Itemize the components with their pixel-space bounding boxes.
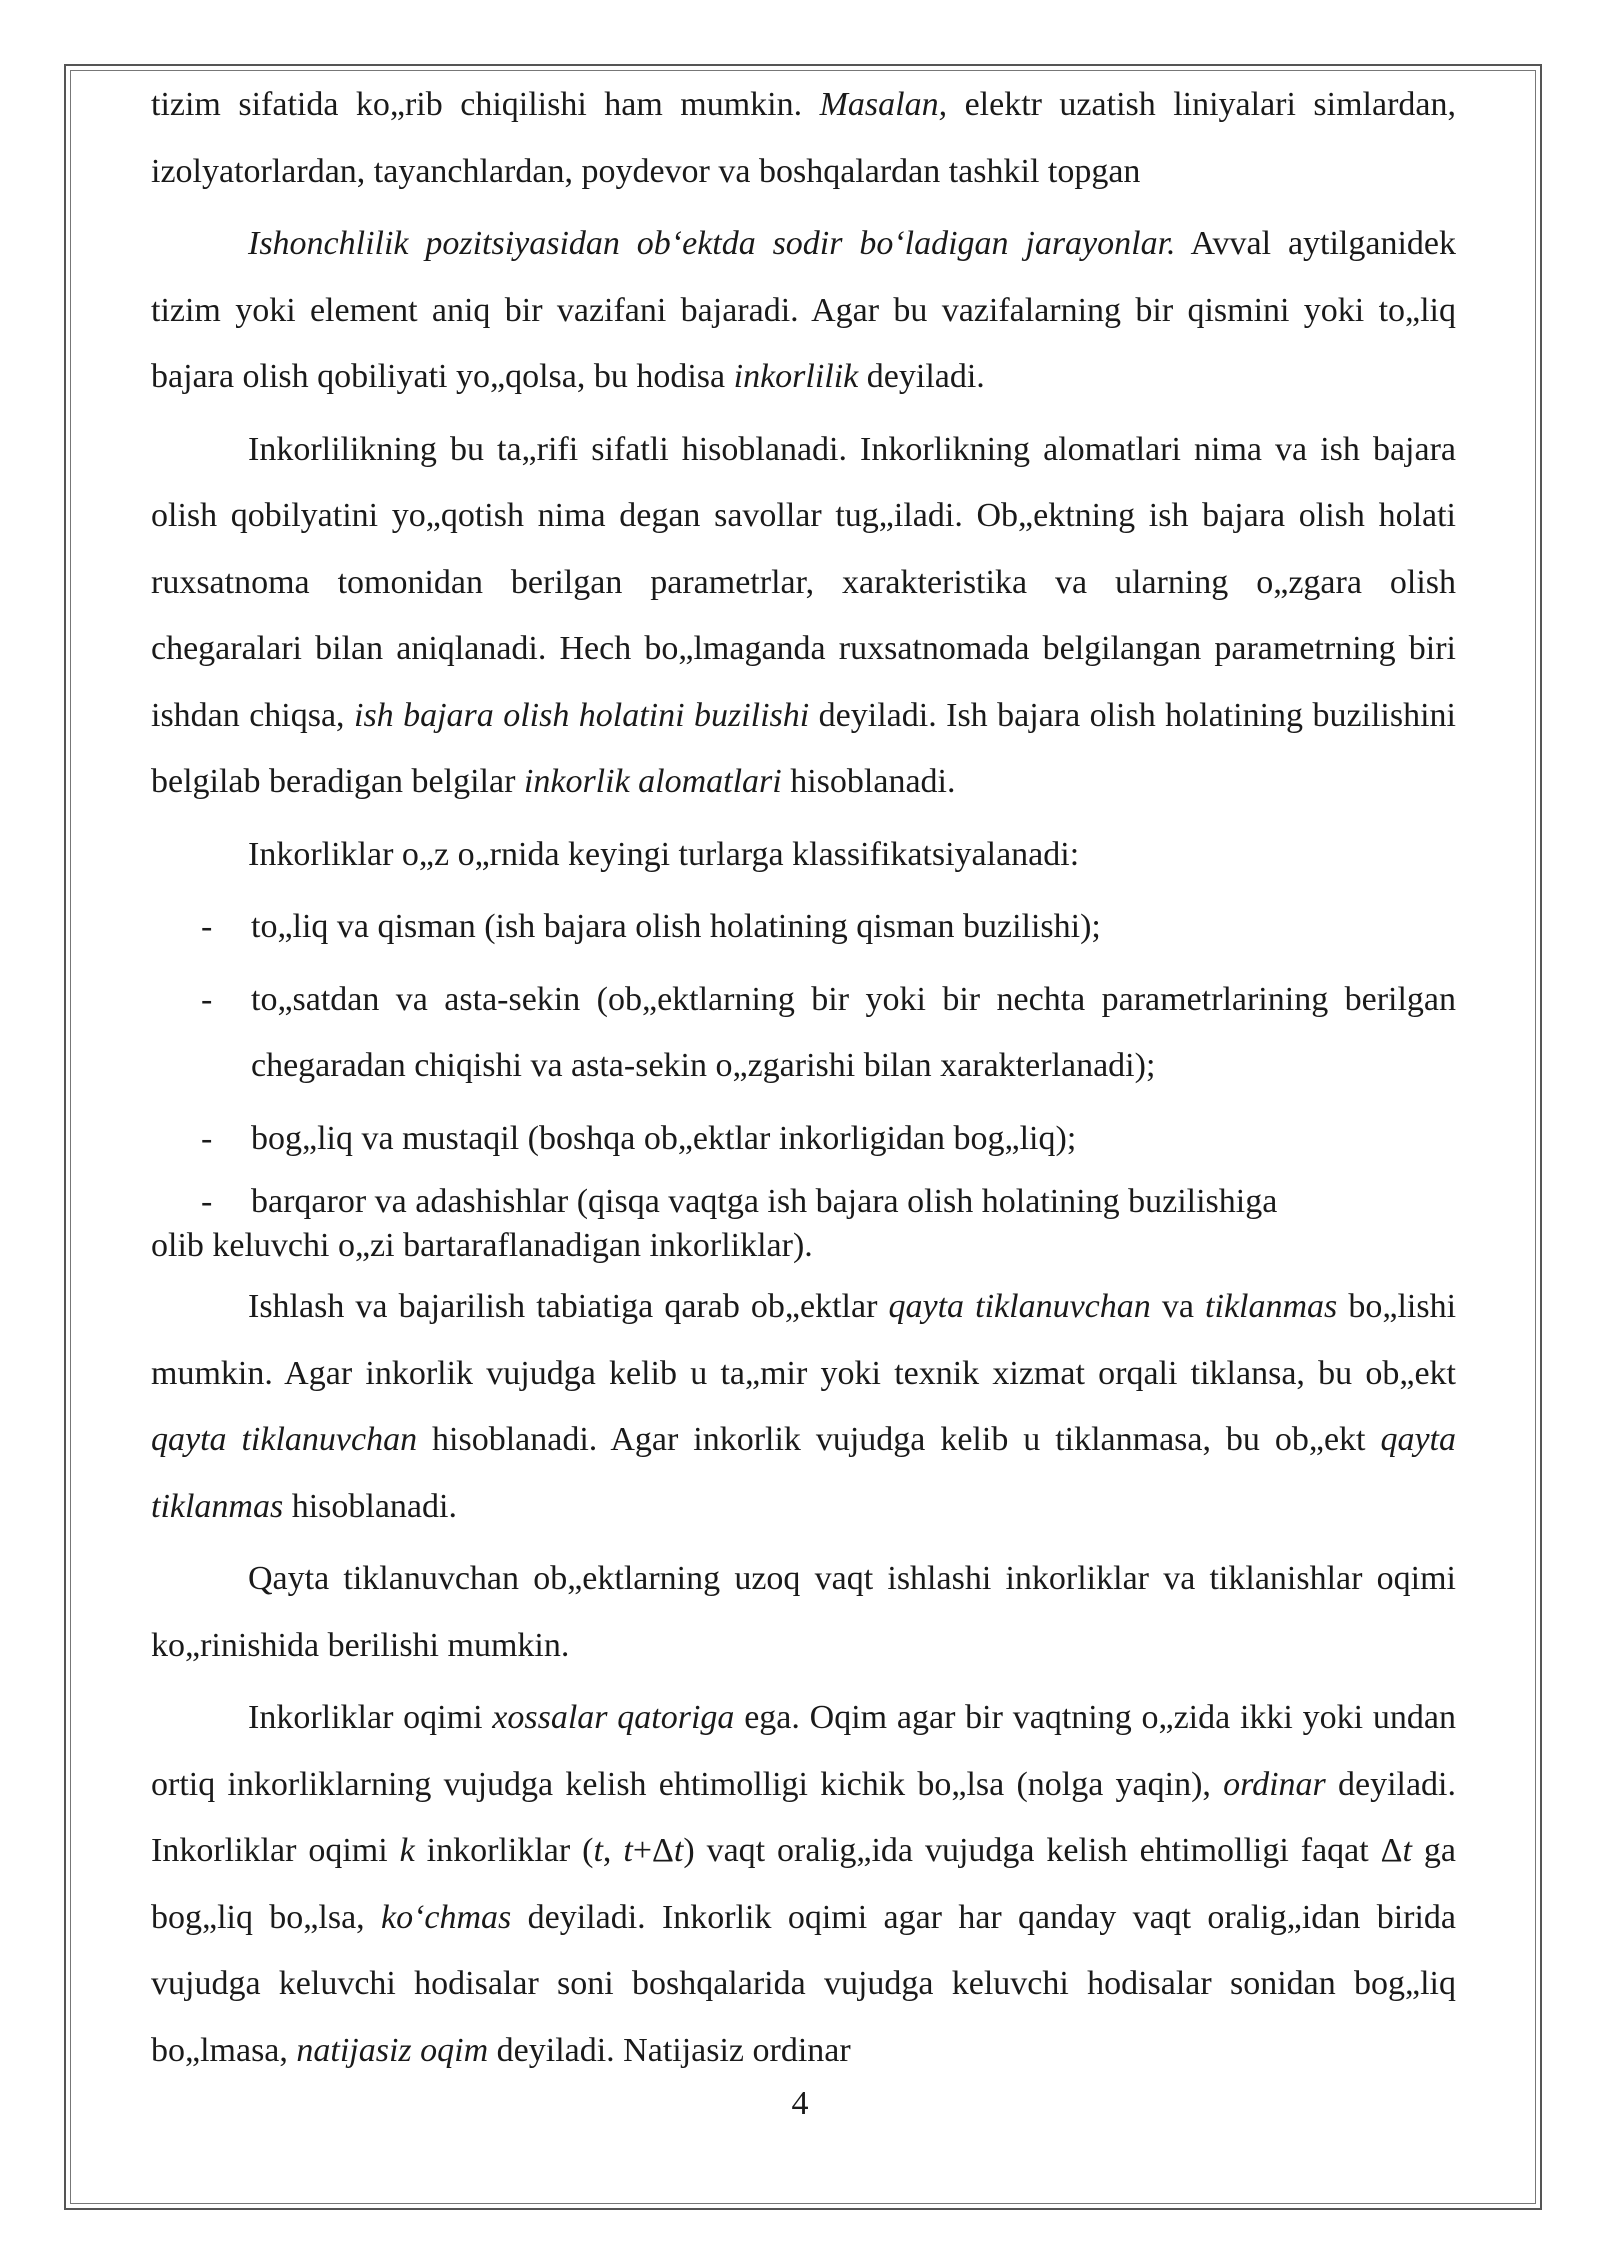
- list-item: [201, 1106, 1456, 1173]
- text-segment: +Δ: [632, 1832, 674, 1869]
- text-segment: ) vaqt oralig„ida vujudga kelish ehtimolligi faqat Δ: [683, 1832, 1403, 1869]
- italic-text: t: [593, 1832, 603, 1869]
- text-segment: Inkorlilikning bu ta„rifi sifatli hisoblanadi. Inkorlikning alomatlari nima va ish bajara olish qobilyatini yo„qotish nima degan savollar tug„iladi. Ob„ektning ish bajara olish holati ruxsatnoma tomonidan berilgan parametrlar, xarakteristika va ularning o„zgara olish chegaralari bilan aniqlanadi. Hech bo„lmaganda ruxsatnomada belgilangan parametrning biri ishdan chiqsa,: [151, 430, 1456, 734]
- text-segment: hisoblanadi.: [283, 1487, 457, 1525]
- italic-text: ish bajara olish holatini buzilishi: [354, 696, 810, 734]
- italic-text: ordinar: [1223, 1765, 1326, 1803]
- italic-text: qayta tiklanuvchan: [151, 1421, 418, 1458]
- page-number: 4: [791, 2085, 809, 2122]
- page-body: [151, 72, 1456, 2090]
- text-segment: Avval aytilganidek tizim yoki element aniq bir vazifani bajaradi. Agar bu vazifalarning bir qismini yoki to„liq bajara olish qobiliyati yo„qolsa, bu hodisa: [151, 225, 1456, 395]
- text-segment: hisoblanadi.: [781, 763, 956, 800]
- text-segment: elektr uzatish liniyalari simlardan, izolyatorlardan, tayanchlardan, poydevor va boshqalardan tashkil topgan: [151, 86, 1456, 190]
- italic-text: qayta tiklanmas: [151, 1421, 1456, 1525]
- classification-list: [151, 894, 1456, 1268]
- paragraphs-before-list: [151, 72, 1456, 888]
- italic-text: Ishonchlilik pozitsiyasidan ob‘ektda sodir bo‘ladigan jarayonlar.: [248, 225, 1176, 262]
- list-dash: -: [201, 1119, 213, 1157]
- italic-text: t: [1402, 1832, 1412, 1869]
- paragraph: [151, 1546, 1456, 1679]
- text-segment: deyiladi. Inkorlik oqimi agar har qanday vaqt oralig„idan birida vujudga keluvchi hodisalar soni boshqalarida vujudga keluvchi hodisalar sonidan bog„liq bo„lmasa,: [151, 1898, 1456, 2069]
- text-segment: tizim sifatida ko„rib chiqilishi ham mumkin.: [151, 86, 820, 123]
- list-item: [201, 894, 1456, 961]
- italic-text: ko‘chmas: [381, 1898, 512, 1936]
- paragraph: [151, 1685, 1456, 2084]
- text-segment: deyiladi. Inkorliklar oqimi: [151, 1765, 1456, 1869]
- list-dash: -: [201, 1183, 213, 1220]
- list-item-text: to„satdan va asta-sekin (ob„ektlarning bir yoki bir nechta parametrlarining berilgan chegaradan chiqishi va asta-sekin o„zgarishi bilan xarakterlanadi);: [251, 980, 1456, 1084]
- text-segment: hisoblanadi. Agar inkorlik vujudga kelib u tiklanmasa, bu ob„ekt: [417, 1421, 1381, 1458]
- text-segment: inkorliklar (: [414, 1832, 594, 1869]
- italic-text: inkorlilik: [733, 358, 859, 395]
- italic-text: t: [673, 1832, 684, 1869]
- italic-text: Masalan,: [819, 86, 948, 123]
- paragraphs-after-list: [151, 1274, 1456, 2084]
- text-segment: deyiladi. Natijasiz ordinar: [488, 2031, 851, 2069]
- text-segment: deyiladi.: [858, 358, 985, 395]
- list-item: [201, 967, 1456, 1100]
- text-segment: Qayta tiklanuvchan ob„ektlarning uzoq vaqt ishlashi inkorliklar va tiklanishlar oqimi ko„rinishida berilishi mumkin.: [151, 1560, 1456, 1664]
- italic-text: inkorlik alomatlari: [523, 763, 782, 800]
- paragraph: [151, 211, 1456, 411]
- text-segment: Ishlash va bajarilish tabiatiga qarab ob„ektlar: [248, 1288, 889, 1325]
- paragraph: [151, 1274, 1456, 1540]
- italic-text: k: [399, 1832, 415, 1869]
- text-segment: ga bog„liq bo„lsa,: [151, 1832, 1456, 1936]
- italic-text: qayta tiklanuvchan: [888, 1288, 1151, 1325]
- italic-text: xossalar qatoriga: [492, 1699, 735, 1736]
- text-segment: ega. Oqim agar bir vaqtning o„zida ikki yoki undan ortiq inkorliklarning vujudga kelish ehtimolligi kichik bo„lsa (nolga yaqin),: [151, 1699, 1456, 1803]
- list-dash: -: [201, 908, 213, 945]
- italic-text: tiklanmas: [1205, 1288, 1338, 1325]
- paragraph: [151, 72, 1456, 205]
- list-item-text: barqaror va adashishlar (qisqa vaqtga ish bajara olish holatining buzilishiga: [251, 1183, 1278, 1220]
- text-segment: Inkorliklar oqimi: [248, 1699, 493, 1736]
- italic-text: t: [623, 1832, 633, 1869]
- text-segment: Inkorliklar o„z o„rnida keyingi turlarga klassifikatsiyalanadi:: [248, 835, 1080, 873]
- list-dash: -: [201, 980, 213, 1018]
- text-segment: deyiladi. Ish bajara olish holatining buzilishini belgilab beradigan belgilar: [151, 696, 1457, 800]
- text-segment: ,: [602, 1832, 624, 1869]
- text-segment: bo„lishi mumkin. Agar inkorlik vujudga kelib u ta„mir yoki texnik xizmat orqali tiklansa, bu ob„ekt: [151, 1288, 1457, 1392]
- list-item-text: bog„liq va mustaqil (boshqa ob„ektlar inkorligidan bog„liq);: [251, 1119, 1077, 1157]
- text-segment: va: [1150, 1288, 1206, 1325]
- paragraph: [151, 417, 1456, 816]
- list-item: [151, 1180, 1456, 1268]
- list-item-text: to„liq va qisman (ish bajara olish holatining qisman buzilishi);: [251, 908, 1101, 945]
- list-item-text-continued: olib keluvchi o„zi bartaraflanadigan inkorliklar).: [151, 1227, 813, 1264]
- paragraph: [151, 822, 1456, 889]
- italic-text: natijasiz oqim: [296, 2031, 489, 2069]
